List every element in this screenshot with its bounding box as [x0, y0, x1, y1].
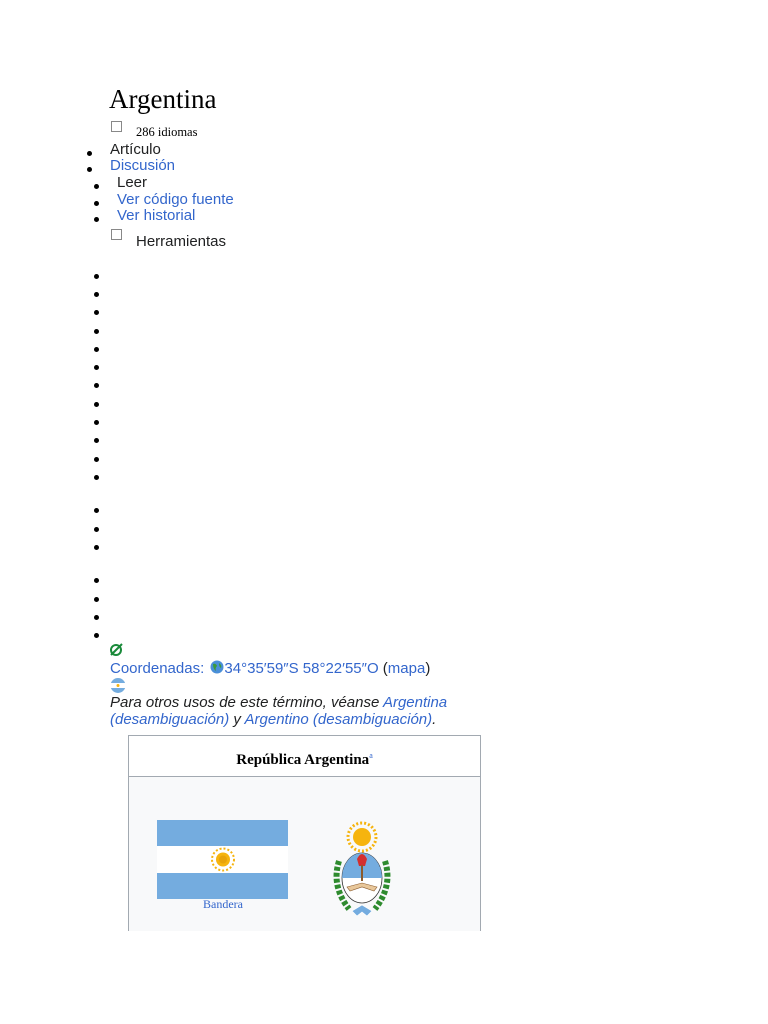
coordinates	[110, 660, 430, 677]
map-link[interactable]: mapa	[387, 660, 426, 677]
hatnote-text	[110, 694, 470, 728]
list-item	[94, 365, 99, 370]
infobox-title	[129, 736, 480, 777]
list-item	[94, 347, 99, 352]
list-item	[94, 545, 99, 550]
globe-icon	[210, 660, 224, 674]
tab-history[interactable]: Ver historial	[117, 207, 196, 224]
bullet	[94, 217, 99, 222]
list-item	[94, 475, 99, 480]
hatnote-link-argentina-desambiguacion[interactable]: Argentina (desambiguación)	[110, 694, 448, 728]
flag-icon	[110, 678, 126, 693]
tab-article[interactable]: Artículo	[110, 141, 161, 158]
list-item	[94, 527, 99, 532]
list-item	[94, 420, 99, 425]
list-item	[94, 329, 99, 334]
featured-article-icon[interactable]	[109, 643, 124, 657]
bullet	[87, 151, 92, 156]
list-item	[94, 274, 99, 279]
flag-caption[interactable]: Bandera	[203, 897, 243, 911]
infobox-symbols	[129, 777, 480, 931]
bullet	[94, 184, 99, 189]
languages-checkbox-icon[interactable]	[111, 121, 122, 132]
bullet	[94, 201, 99, 206]
bullet	[87, 167, 92, 172]
languages-button[interactable]: 286 idiomas	[136, 125, 198, 139]
list-item	[94, 597, 99, 602]
list-item	[94, 633, 99, 638]
coordinates-separator: :	[200, 660, 205, 677]
infobox-note-marker[interactable]: a	[369, 751, 373, 760]
list-item	[94, 457, 99, 462]
coat-of-arms-icon[interactable]	[327, 821, 397, 921]
tab-read[interactable]: Leer	[117, 174, 148, 191]
list-item	[94, 438, 99, 443]
tools-button[interactable]: Herramientas	[136, 233, 227, 250]
list-item	[94, 615, 99, 620]
map-close-paren: )	[425, 660, 431, 677]
page-title: Argentina	[109, 84, 217, 114]
tab-talk[interactable]: Discusión	[110, 157, 176, 174]
list-item	[94, 292, 99, 297]
coordinates-label[interactable]: Coordenadas	[110, 660, 201, 677]
hatnote-conjunction: y	[233, 711, 241, 728]
list-item	[94, 578, 99, 583]
infobox	[128, 735, 481, 931]
list-item	[94, 310, 99, 315]
tools-checkbox-icon[interactable]	[111, 229, 122, 240]
hatnote-suffix: .	[432, 711, 437, 728]
list-item	[94, 508, 99, 513]
hatnote-prefix-text: Para otros usos de este término, véanse	[110, 694, 380, 711]
coordinates-value[interactable]: 34°35′59″S 58°22′55″O	[224, 660, 379, 677]
map-open-paren: (	[382, 660, 388, 677]
flag-image[interactable]	[157, 820, 288, 899]
list-item	[94, 402, 99, 407]
tab-view-source[interactable]: Ver código fuente	[117, 191, 234, 208]
hatnote-link-argentino-desambiguacion[interactable]: Argentino (desambiguación)	[244, 711, 433, 728]
infobox-title-text: República Argentina	[236, 752, 370, 768]
list-item	[94, 383, 99, 388]
